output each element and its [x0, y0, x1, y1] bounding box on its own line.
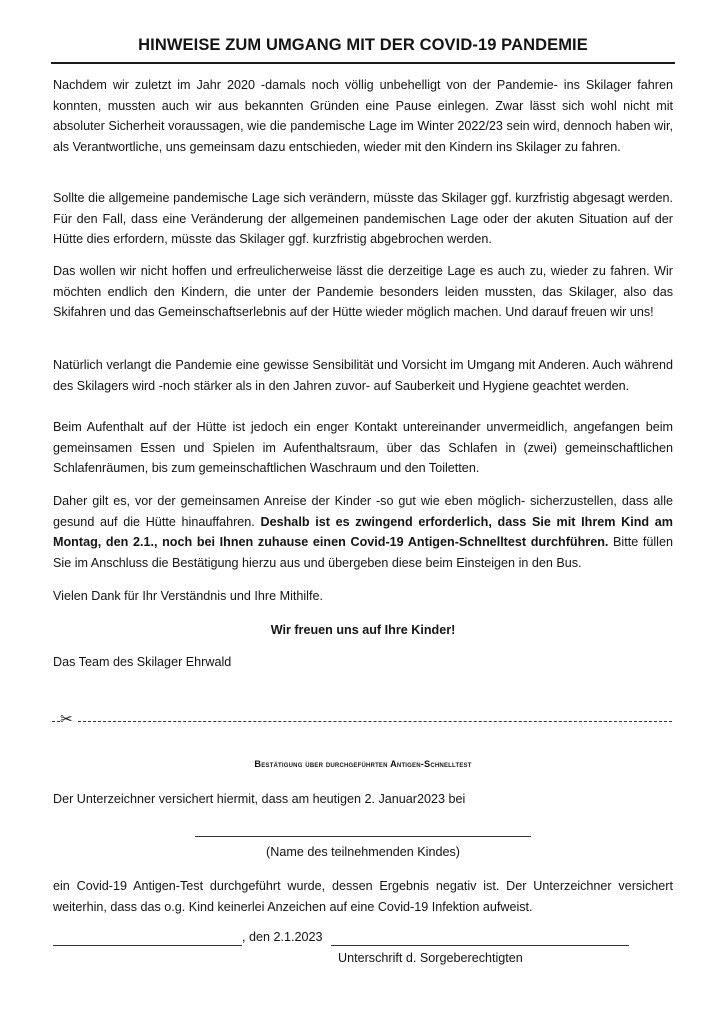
signoff: Das Team des Skilager Ehrwald [53, 655, 232, 669]
paragraph-thanks: Vielen Dank für Ihr Verständnis und Ihre Mithilfe. [53, 589, 323, 603]
requirement-text-bold: Deshalb ist es zwingend erforderlich, dass Sie mit Ihrem Kind am Montag, den 2.1., noch bei Ihnen zuhause einen Covid-19 Antigen-Schnelltest durchführen. [53, 514, 673, 549]
paragraph-intro: Nachdem wir zuletzt im Jahr 2020 -damals noch völlig unbehelligt von der Pandemie- ins Skilager fahren konnten, mussten auch wir aus bekannten Gründen eine Pause einlegen. Zwar lässt sich wohl nicht mit absoluter Sicherheit voraussagen, wie die pandemische Lage im Winter 2022/23 sein wird, dennoch haben wir, als Verantwortliche, uns gemeinsam dazu entschieden, wieder mit den Kindern ins Skilager zu fahren. [53, 78, 673, 154]
paragraph-cancellation: Sollte die allgemeine pandemische Lage sich verändern, müsste das Skilager ggf. kurzfristig abgesagt werden. Für den Fall, dass eine Veränderung der allgemeinen pandemischen Lage oder der akuten Situation auf der Hütte dies erfordern, müsste das Skilager ggf. kurzfristig abgebrochen werden. [53, 191, 673, 246]
paragraph-hygiene: Natürlich verlangt die Pandemie eine gewisse Sensibilität und Vorsicht im Umgang mit Anderen. Auch während des Skilagers wird -noch stärker als in den Jahren zuvor- auf Sauberkeit und Hygiene geachtet werden. [53, 358, 673, 393]
confirmation-title: Bestätigung über durchgeführten Antigen-Schnelltest [254, 759, 472, 769]
cut-line-dash-left [52, 721, 60, 722]
date-text: , den 2.1.2023 [242, 930, 323, 944]
place-field[interactable] [53, 945, 242, 946]
paragraph-contact: Beim Aufenthalt auf der Hütte ist jedoch ein enger Kontakt untereinander unvermeidlich, angefangen beim gemeinsamen Essen und Spielen im Aufenthaltsraum, über das Schlafen in (zwei) gemeinschaftlichen Schlafenräumen, bis zum gemeinschaftlichen Waschraum und den Toiletten. [53, 420, 673, 475]
closing-statement: Wir freuen uns auf Ihre Kinder! [270, 623, 456, 637]
requirement-text-start: Daher gilt es, vor der gemeinsamen Anreise der Kinder -so gut wie eben möglich- sicherzustellen, dass alle gesund auf die Hütte hinauffahren. [53, 494, 673, 529]
signature-field[interactable] [331, 945, 629, 946]
child-name-field[interactable] [195, 836, 531, 837]
confirmation-intro: Der Unterzeichner versichert hiermit, dass am heutigen 2. Januar2023 bei [53, 792, 466, 806]
scissors-icon: ✂ [60, 711, 73, 728]
paragraph-hope: Das wollen wir nicht hoffen und erfreulicherweise lässt die derzeitige Lage es auch zu, wieder zu fahren. Wir möchten endlich den Kindern, die unter der Pandemie besonders leiden mussten, das Skilager, also das Skifahren und das Gemeinschaftserlebnis auf der Hütte wieder möglich machen. Und darauf freuen wir uns! [53, 264, 673, 319]
title-underline [51, 62, 675, 64]
child-name-label: (Name des teilnehmenden Kindes) [266, 845, 460, 859]
document-title: HINWEISE ZUM UMGANG MIT DER COVID-19 PANDEMIE [138, 36, 588, 54]
requirement-text-end: Bitte füllen Sie im Anschluss die Bestätigung hierzu aus und übergeben diese beim Einsteigen in den Bus. [53, 535, 673, 570]
signature-label: Unterschrift d. Sorgeberechtigten [338, 951, 523, 965]
cut-line-dash-right [78, 721, 672, 722]
confirmation-statement: ein Covid-19 Antigen-Test durchgeführt wurde, dessen Ergebnis negativ ist. Der Unterzeichner versichert weiterhin, dass das o.g. Kind keinerlei Anzeichen auf eine Covid-19 Infektion aufweist. [53, 879, 673, 914]
paragraph-test-requirement [53, 491, 673, 573]
cut-line [52, 711, 672, 728]
